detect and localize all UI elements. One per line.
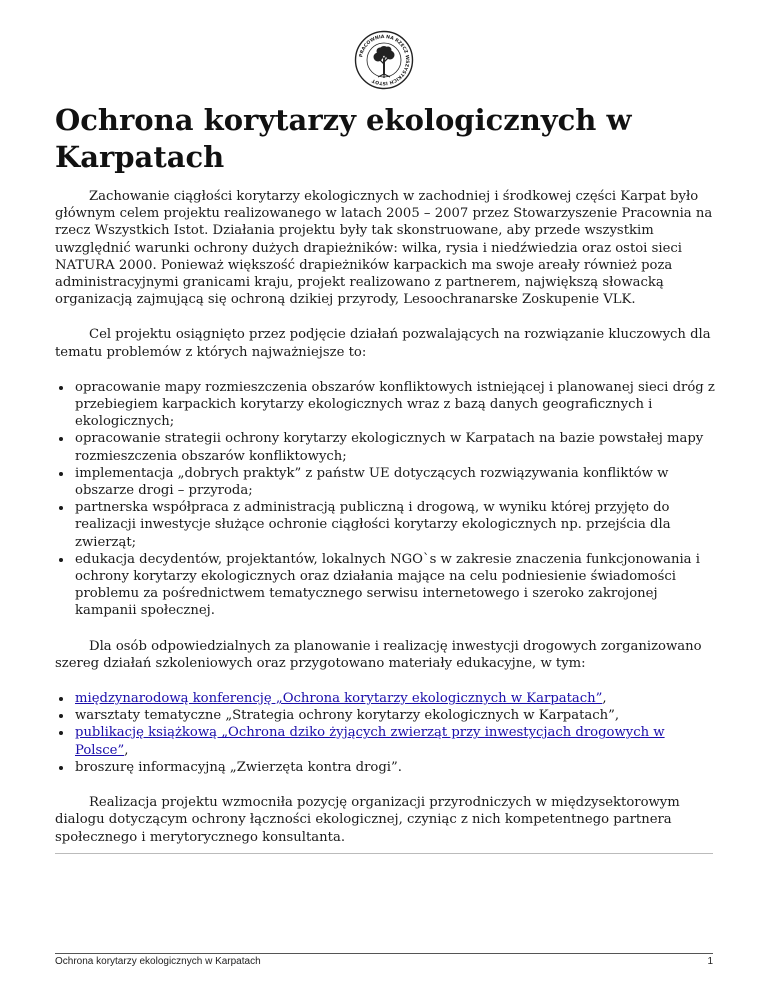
publication-link[interactable]: publikację książkową „Ochrona dziko żyjących zwierząt przy inwestycjach drogowych w Polsce” — [75, 725, 665, 758]
intro-paragraph: Zachowanie ciągłości korytarzy ekologicznych w zachodniej i środkowej części Karpat było głównym celem projektu realizowanego w latach 2005 – 2007 przez Stowarzyszenie Pracownia na rzecz Wszystkich Istot. Działania projektu były tak skonstruowane, aby przede wszystkim uwzględnić warunki ochrony dużych drapieżników: wilka, rysia i niedźwiedzia oraz ostoi sieci NATURA 2000. Ponieważ większość drapieżników karpackich ma swoje areały również poza administracyjnymi granicami kraju, projekt realizowano z partnerem, największą słowacką organizacją zajmującą się ochroną dzikiej przyrody, Lesoochranarske Zoskupenie VLK. — [55, 189, 713, 308]
list-item: • broszurę informacyjną „Zwierzęta kontra drogi”. — [73, 759, 715, 776]
page-number: 1 — [707, 956, 713, 967]
list-item — [73, 724, 715, 758]
list-item: • opracowanie strategii ochrony korytarzy ekologicznych w Karpatach na bazie powstałej mapy rozmieszczenia obszarów konfliktowych; — [73, 430, 715, 464]
document-body — [55, 188, 715, 864]
page-title: Ochrona korytarzy ekologicznych w Karpatach — [55, 103, 632, 174]
footer-title: Ochrona korytarzy ekologicznych w Karpatach — [55, 956, 261, 967]
goals-paragraph: Cel projektu osiągnięto przez podjęcie działań pozwalających na rozwiązanie kluczowych dla tematu problemów z których najważniejsze to: — [55, 327, 711, 360]
list-item: • edukacja decydentów, projektantów, lokalnych NGO`s w zakresie znaczenia funkcjonowania i ochrony korytarzy ekologicznych oraz działania mające na celu podniesienie świadomości problemu za pośrednictwem tematycznego serwisu internetowego i szeroko zakrojonej kampanii społecznej. — [73, 551, 715, 620]
materials-list — [55, 690, 715, 776]
summary-paragraph: Realizacja projektu wzmocniła pozycję organizacji przyrodniczych w międzysektorowym dialogu dotyczącym ochrony łączności ekologicznej, czyniąc z nich kompetentnego partnera społecznego i merytorycznego konsultanta. — [55, 795, 680, 845]
list-item — [73, 690, 715, 707]
footer-divider — [55, 953, 713, 954]
logo-text: PRACOWNIA NA RZECZ WSZYSTKICH ISTOT — [359, 34, 410, 86]
list-item: • warsztaty tematyczne „Strategia ochrony korytarzy ekologicznych w Karpatach”, — [73, 707, 715, 724]
organization-logo — [354, 30, 414, 90]
list-item-suffix: , — [602, 691, 607, 707]
list-item: • partnerska współpraca z administracją publiczną i drogową, w wyniku której przyjęto do realizacji inwestycje służące ochronie ciągłości korytarzy ekologicznych np. przejścia dla zwierząt; — [73, 499, 715, 551]
list-item-suffix: , — [124, 742, 129, 758]
list-item: • implementacja „dobrych praktyk” z państw UE dotyczących rozwiązywania konfliktów w obszarze drogi – przyroda; — [73, 465, 715, 499]
problems-list — [55, 379, 715, 620]
conference-link[interactable]: międzynarodową konferencję „Ochrona korytarzy ekologicznych w Karpatach” — [75, 691, 603, 707]
list-item: • opracowanie mapy rozmieszczenia obszarów konfliktowych istniejącej i planowanej sieci dróg z przebiegiem karpackich korytarzy ekologicznych wraz z bazą danych geograficznych i ekologicznych; — [73, 379, 715, 431]
training-paragraph: Dla osób odpowiedzialnych za planowanie i realizację inwestycji drogowych zorganizowano szereg działań szkoleniowych oraz przygotowano materiały edukacyjne, w tym: — [55, 638, 702, 671]
content-divider — [55, 853, 713, 854]
